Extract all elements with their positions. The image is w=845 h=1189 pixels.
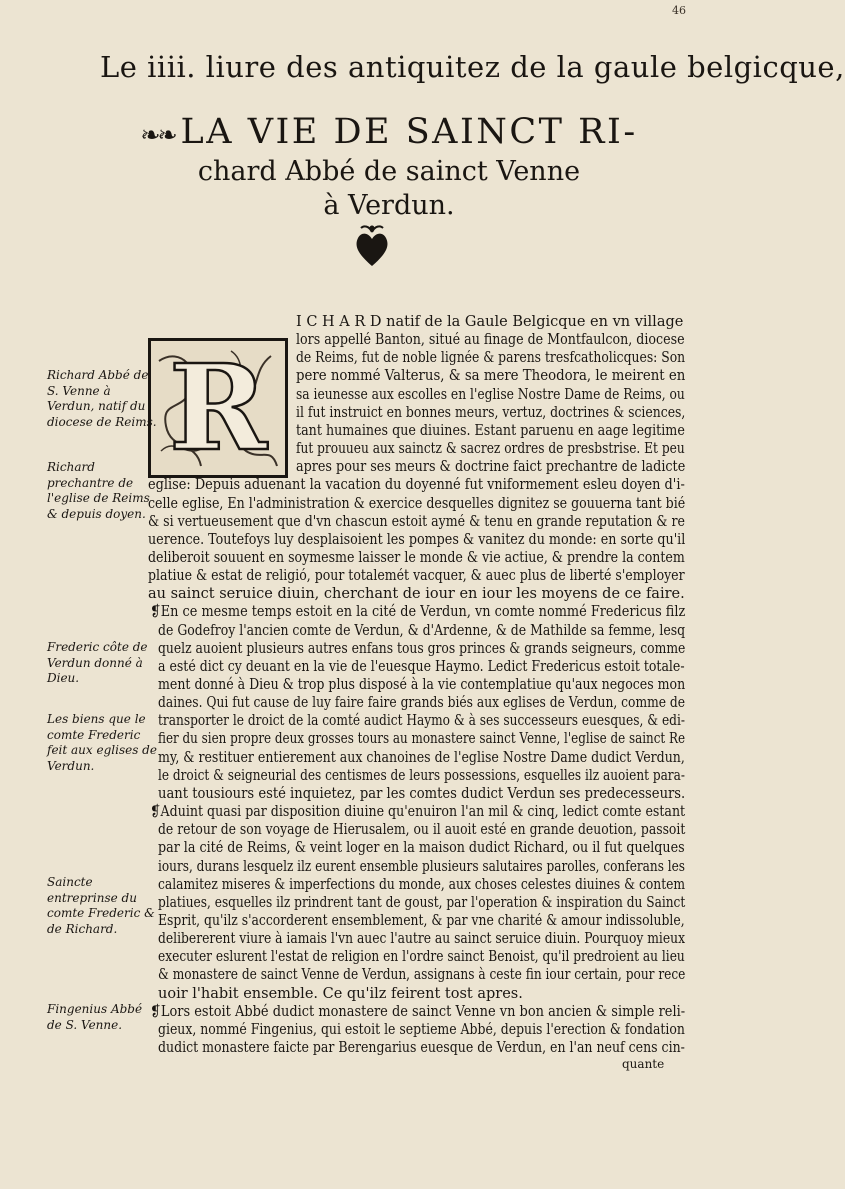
body-line: il fut instruict en bonnes meurs, vertuz, doctrines & sciences,	[296, 404, 686, 421]
fleuron-ornament: ❧❧	[140, 121, 175, 149]
running-head: Le iiii. liure des antiquitez de la gaule belgicque,	[100, 50, 845, 84]
body-line: uerence. Toutefoys luy desplaisoient les pompes & vanitez du monde: en sorte qu'il	[148, 531, 686, 548]
marginal-note: Richard Abbé de S. Venne à Verdun, natif du diocese de Reims.	[47, 368, 157, 429]
body-line: executer eslurent l'estat de religion en l'ordre sainct Benoist, qu'il predroient au lieu	[158, 949, 685, 966]
body-line: delibererent viure à iamais l'vn auec l'autre au sainct seruice diuin. Pourquoy mieux	[158, 931, 686, 948]
body-line: fier du sien propre deux grosses tours au monastere sainct Venne, l'eglise de sainct Re	[158, 731, 686, 748]
body-line: calamitez miseres & imperfections du monde, aux choses celestes diuines & contem	[158, 876, 686, 893]
body-line: iours, durans lesquelz ilz eurent ensemble plusieurs salutaires parolles, conferans les	[158, 858, 686, 875]
body-line: I C H A R D natif de la Gaule Belgicque en vn village	[296, 314, 684, 330]
title-line-3: à Verdun.	[323, 190, 455, 221]
body-line: le droict & seigneurial des centismes de leurs possessions, esquelles ilz auoient para-	[158, 767, 685, 784]
body-line: sa ieunesse aux escolles en l'eglise Nostre Dame de Reims, ou	[296, 386, 685, 403]
body-line: ment donné à Dieu & trop plus disposé à la vie contemplatiue qu'aux negoces mon	[158, 677, 686, 693]
body-line: Esprit, qu'ilz s'accorderent ensemblement, & par vne charité & amour indissoluble,	[158, 912, 685, 929]
body-line: uoir l'habit ensemble. Ce qu'ilz feirent tost apres.	[158, 985, 523, 1002]
body-line: platiues, esquelles ilz prindrent tant de goust, par l'operation & inspiration du Sainct	[158, 894, 686, 911]
body-line: quante	[622, 1057, 665, 1071]
body-line: apres pour ses meurs & doctrine faict prechantre de ladicte	[296, 459, 686, 476]
body-line: & monastere de sainct Venne de Verdun, assignans à ceste fin iour certain, pour rece	[158, 967, 686, 984]
title-line-1-text: LA VIE DE SAINCT RI-	[180, 112, 638, 152]
body-line: & si vertueusement que d'vn chascun estoit aymé & tenu en grande reputation & re	[148, 513, 685, 530]
body-line: platiue & estat de religió, pour totalemét vacquer, & auec plus de liberté s'employer	[148, 568, 685, 585]
body-line: ❡En ce mesme temps estoit en la cité de Verdun, vn comte nommé Fredericus filz	[150, 604, 686, 621]
body-line: tant humaines que diuines. Estant paruenu en aage legitime	[296, 422, 685, 439]
body-line: ❡Aduint quasi par disposition diuine qu'enuiron l'an mil & cinq, ledict comte estant	[150, 804, 686, 821]
body-line: de retour de son voyage de Hierusalem, ou il auoit esté en grande deuotion, passoit	[158, 822, 686, 839]
body-line: lors appellé Banton, situé au finage de Montfaulcon, diocese	[296, 332, 685, 349]
body-line: celle eglise, En l'administration & exercice desquelles dignitez se gouuerna tant bié	[148, 495, 686, 512]
marginal-note: Les biens que le comte Frederic feit aux eglises de Verdun.	[47, 712, 157, 773]
body-line: au sainct seruice diuin, cherchant de iour en iour les moyens de ce faire.	[148, 586, 685, 603]
body-line: de Godefroy l'ancien comte de Verdun, & d'Ardenne, & de Mathilde sa femme, lesq	[158, 622, 686, 639]
body-line: a esté dict cy deuant en la vie de l'euesque Haymo. Ledict Fredericus estoit totale-	[158, 658, 685, 675]
body-line: uant tousiours esté inquietez, par les comtes dudict Verdun ses predecesseurs.	[158, 785, 686, 802]
body-line: par la cité de Reims, & veint loger en la maison dudict Richard, ou il fut quelques	[158, 840, 685, 857]
body-line: fut prouueu aux sainctz & sacrez ordres de presbstrise. Et peu	[296, 441, 685, 458]
body-line: gieux, nommé Fingenius, qui estoit le septieme Abbé, depuis l'erection & fondation	[158, 1021, 685, 1038]
marginal-note: Richard prechantre de l'eglise de Reims & depuis doyen.	[47, 460, 150, 521]
body-line: my, & restituer entierement aux chanoines de l'eglise Nostre Dame dudict Verdun,	[158, 749, 685, 766]
marginal-note: Fingenius Abbé de S. Venne.	[47, 1002, 143, 1032]
body-line: pere nommé Valterus, & sa mere Theodora, le meirent en	[296, 368, 686, 385]
body-line: dudict monastere faicte par Berengarius euesque de Verdun, en l'an neuf cens cin-	[158, 1040, 685, 1056]
body-line: daines. Qui fut cause de luy faire faire grands biés aux eglises de Verdun, comme de	[158, 695, 686, 712]
body-line: de Reims, fut de noble lignée & parens tresfcatholicques: Son	[296, 350, 686, 367]
marginal-note: Frederic côte de Verdun donné à Dieu.	[47, 640, 148, 685]
page-corner-mark: 46	[672, 4, 686, 17]
body-line: eglise: Depuis aduenant la vacation du doyenné fut vniformement esleu doyen d'i-	[148, 477, 685, 494]
drop-cap-letter: R	[168, 338, 268, 477]
title-line-2: chard Abbé de sainct Venne	[197, 156, 581, 187]
body-line: deliberoit souuent en soymesme laisser le monde & vie actiue, & prendre la contem	[148, 549, 685, 566]
marginal-note: Saincte entreprinse du comte Frederic & de Richard.	[47, 875, 155, 936]
body-line: transporter le droict de la comté audict Haymo & à ses successeurs euesques, & edi-	[158, 713, 685, 730]
body-line: ❡Lors estoit Abbé dudict monastere de sainct Venne vn bon ancien & simple reli-	[150, 1003, 686, 1020]
body-line: quelz auoient plusieurs autres enfans tous gros princes & grands seigneurs, comme	[158, 640, 686, 657]
